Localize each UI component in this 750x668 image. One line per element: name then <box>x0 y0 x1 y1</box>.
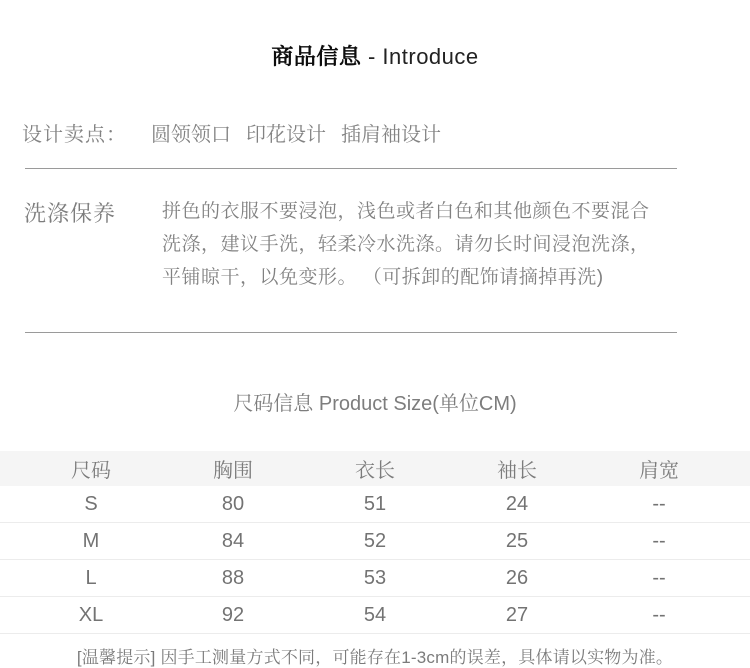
size-table-row <box>0 597 750 634</box>
size-table-cell: XL <box>78 603 104 626</box>
design-point-item: 插肩袖设计 <box>341 124 441 146</box>
size-table-cell: L <box>85 566 97 589</box>
size-section-title: 尺码信息 Product Size(单位CM) <box>233 393 517 415</box>
page-title-english: - Introduce <box>361 44 479 69</box>
size-table-cell: -- <box>652 492 666 515</box>
size-table-cell: S <box>84 492 98 515</box>
size-table-cell: M <box>82 529 100 552</box>
size-table-cell: 27 <box>505 603 529 626</box>
design-points-row <box>22 118 725 147</box>
size-table-cell: 25 <box>505 529 529 552</box>
size-table-cell: 80 <box>221 492 245 515</box>
size-table <box>0 451 750 634</box>
care-label: 洗涤保养 <box>24 201 117 226</box>
size-table-header-cell: 尺码 <box>71 460 111 482</box>
size-table-cell: 52 <box>363 529 387 552</box>
size-table-cell: 88 <box>221 566 245 589</box>
size-table-cell: 24 <box>505 492 529 515</box>
size-table-header-cell: 袖长 <box>497 460 537 482</box>
size-table-cell: 26 <box>505 566 529 589</box>
section-divider <box>25 168 677 169</box>
size-table-row <box>0 560 750 597</box>
size-table-row <box>0 523 750 560</box>
section-divider <box>25 332 677 333</box>
size-table-row <box>0 486 750 523</box>
design-points-label: 设计卖点： <box>22 124 127 146</box>
size-table-cell: 51 <box>363 492 387 515</box>
size-table-header-cell: 衣长 <box>355 460 395 482</box>
size-table-cell: 92 <box>221 603 245 626</box>
design-point-item: 印花设计 <box>246 124 326 146</box>
design-point-item: 圆领领口 <box>151 124 231 146</box>
size-table-cell: 54 <box>363 603 387 626</box>
size-table-cell: -- <box>652 529 666 552</box>
care-text-line: 拼色的衣服不要浸泡，浅色或者白色和其他颜色不要混合 <box>162 201 650 222</box>
size-table-cell: -- <box>652 566 666 589</box>
page-title-chinese: 商品信息 <box>271 44 362 69</box>
size-table-cell: 84 <box>221 529 245 552</box>
care-text <box>162 195 650 294</box>
page-title <box>0 0 750 71</box>
care-text-line: 洗涤，建议手洗，轻柔冷水洗涤。请勿长时间浸泡洗涤， <box>162 234 650 255</box>
care-text-line: 平铺晾干，以免变形。 （可拆卸的配饰请摘掉再洗) <box>162 267 604 288</box>
size-table-header-row <box>0 451 750 486</box>
care-section <box>24 195 725 294</box>
size-table-header-cell: 胸围 <box>213 460 253 482</box>
measurement-note: [温馨提示] 因手工测量方式不同，可能存在1-3cm的误差，具体请以实物为准。 <box>76 648 674 667</box>
size-table-header-cell: 肩宽 <box>639 460 679 482</box>
size-table-cell: -- <box>652 603 666 626</box>
design-points-list <box>151 118 441 147</box>
size-table-cell: 53 <box>363 566 387 589</box>
